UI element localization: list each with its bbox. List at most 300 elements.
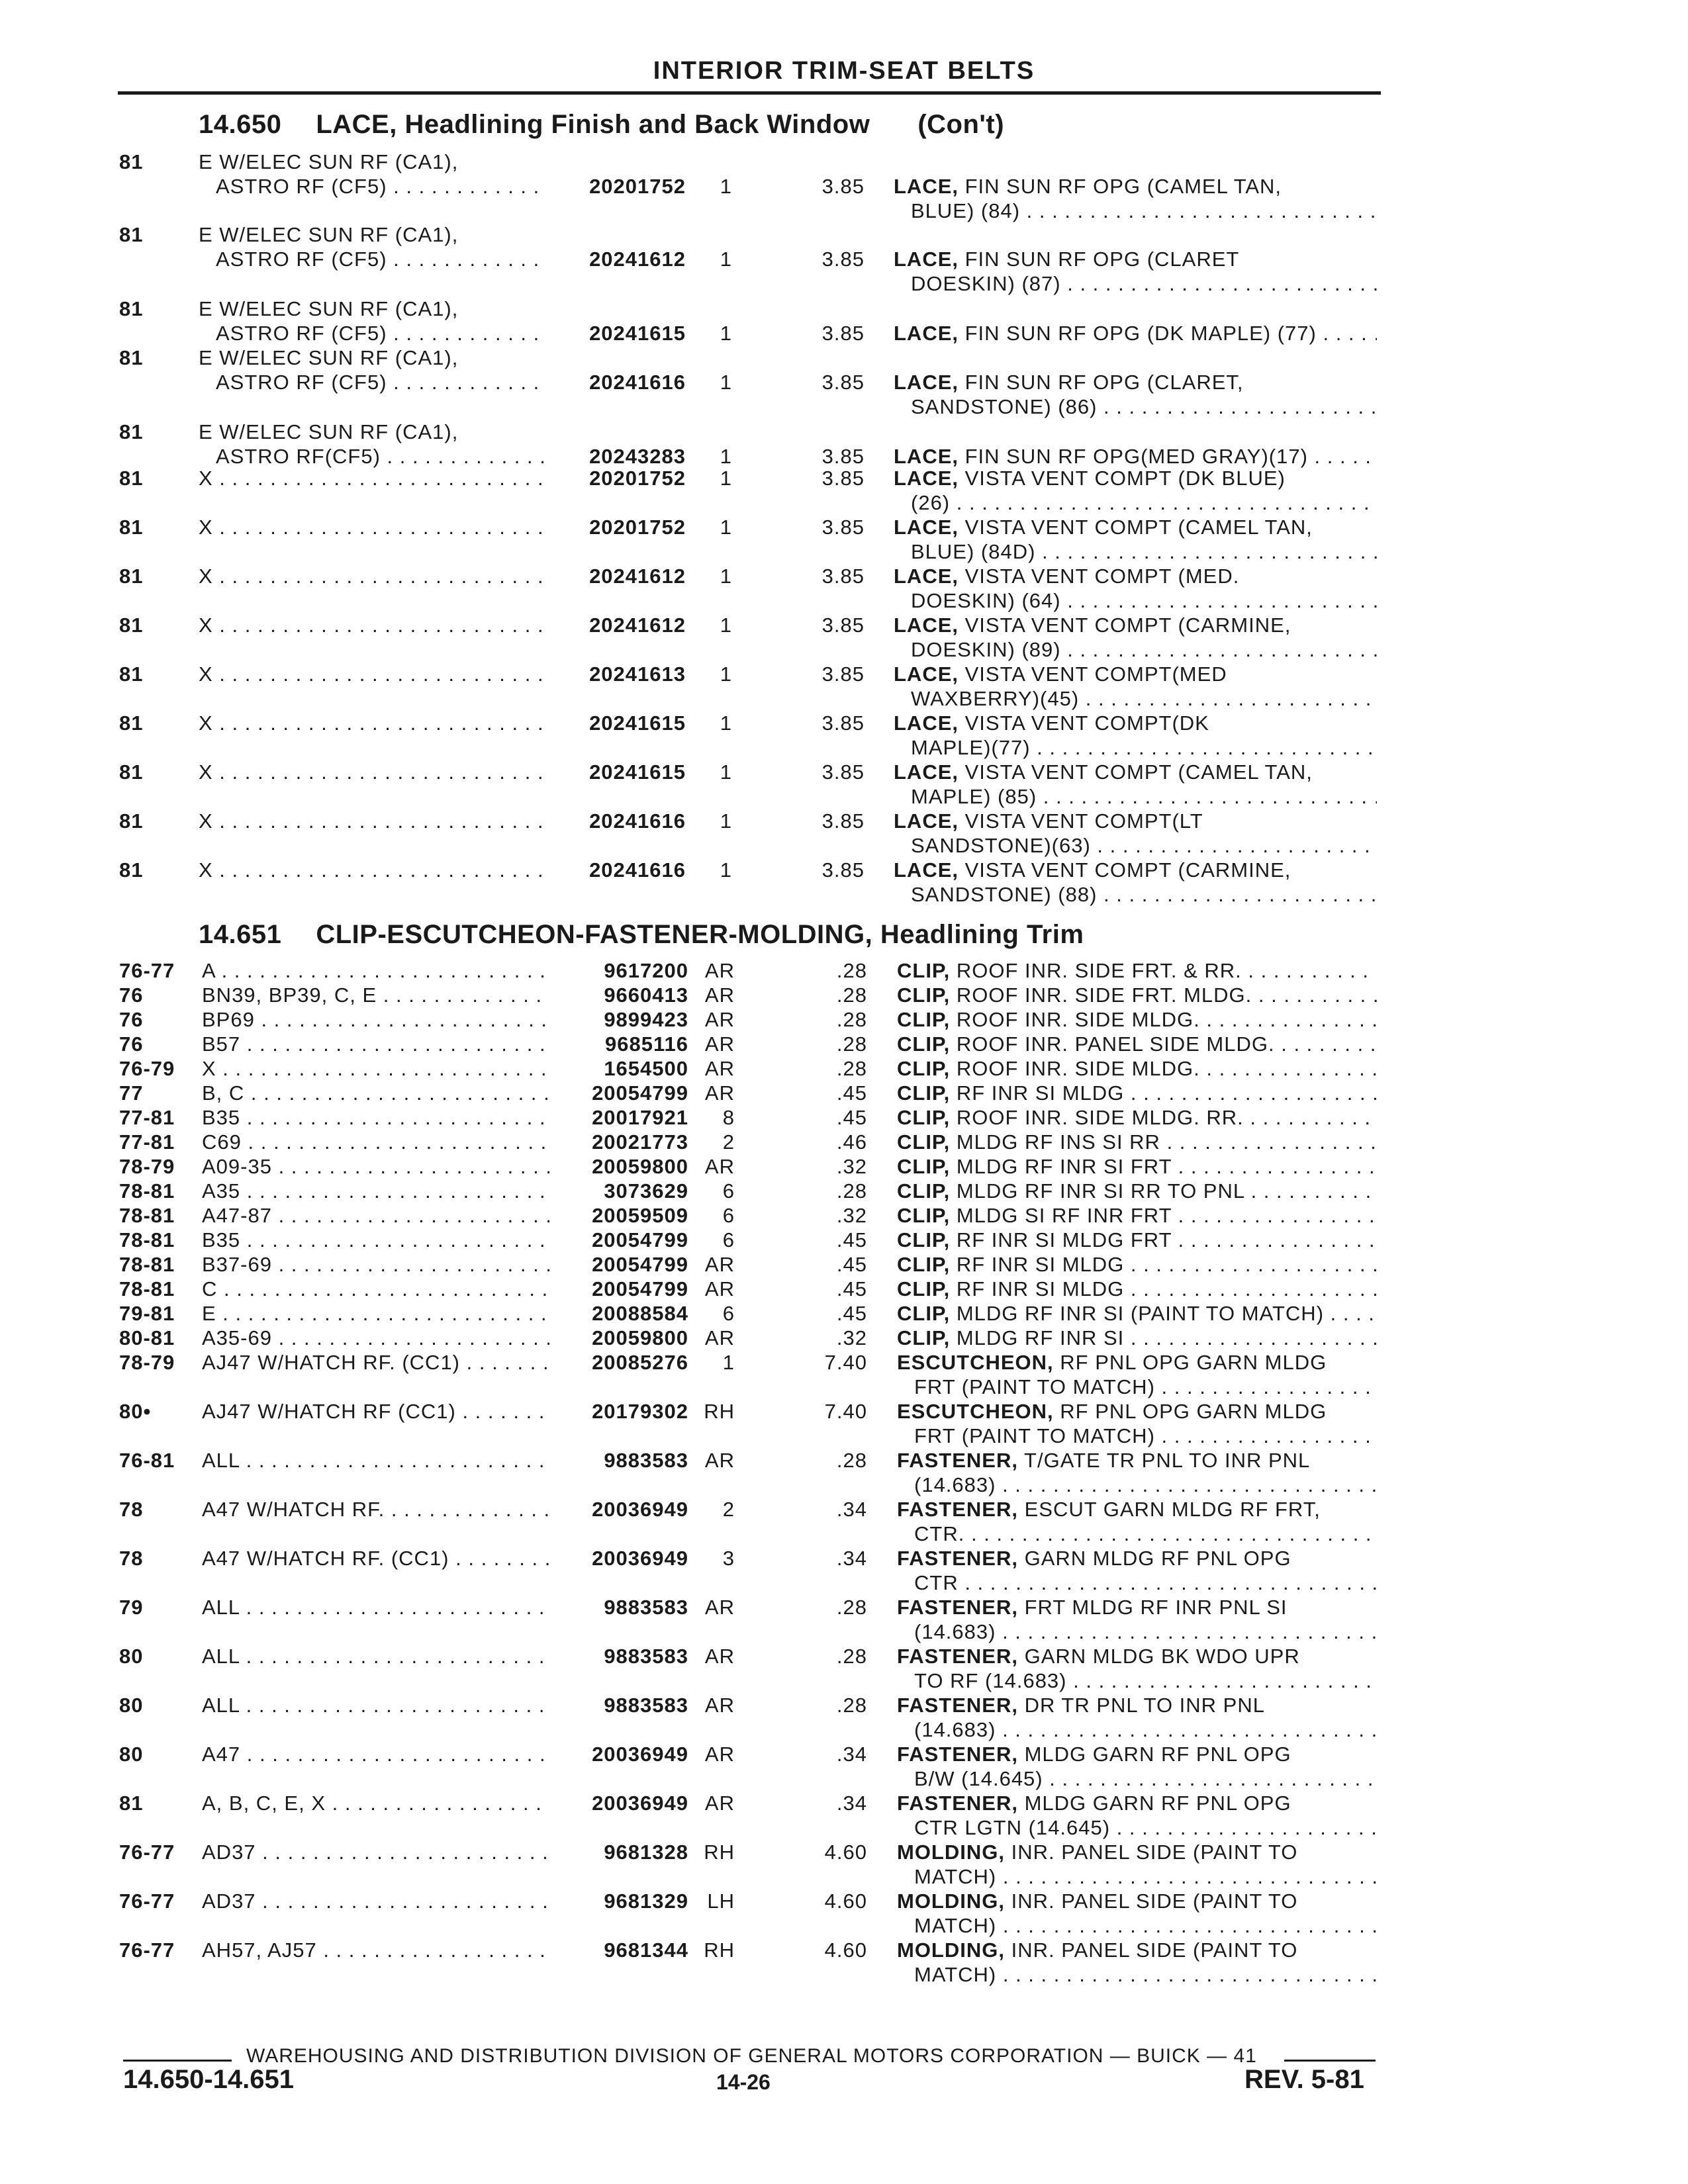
description-line1: RF PNL OPG GARN MLDG — [1060, 1400, 1327, 1423]
model-year: 81 — [119, 420, 144, 443]
table-row — [0, 222, 1688, 295]
model-year: 80• — [119, 1400, 152, 1423]
quantity: AR — [704, 1596, 735, 1619]
model-year: 81 — [119, 711, 144, 735]
part-number: 20241616 — [589, 809, 686, 833]
application: B37-69 . . . — [202, 1252, 549, 1277]
part-number: 20021773 — [592, 1130, 688, 1154]
description — [897, 1938, 1377, 1962]
item-name: LACE, — [894, 662, 959, 686]
description-line2: CTR. . . . — [914, 1522, 1377, 1546]
application: E . . . — [202, 1301, 549, 1326]
description-line2: MATCH) . . . — [914, 1913, 1377, 1938]
description — [894, 564, 1377, 588]
application: X . . . — [199, 564, 547, 588]
description — [894, 321, 1377, 345]
item-name: MOLDING, — [897, 1889, 1005, 1913]
table-row — [0, 1448, 1688, 1501]
description-line1: T/GATE TR PNL TO INR PNL — [1024, 1449, 1311, 1472]
application: X . . . — [199, 515, 547, 539]
part-number: 3073629 — [604, 1179, 688, 1203]
description — [897, 1130, 1377, 1154]
part-number: 9883583 — [604, 1645, 688, 1668]
application: AJ47 W/HATCH RF. (CC1) . . . — [202, 1350, 549, 1375]
price: 4.60 — [824, 1938, 867, 1962]
price: .45 — [836, 1106, 867, 1129]
description-line2: FRT (PAINT TO MATCH) . . . — [914, 1424, 1377, 1448]
part-number: 20241612 — [589, 248, 686, 271]
description-line1: VISTA VENT COMPT (CAMEL TAN, — [964, 516, 1313, 539]
quantity: 6 — [722, 1302, 735, 1325]
quantity: AR — [704, 1253, 735, 1276]
price: .28 — [836, 1596, 867, 1619]
table-row — [0, 760, 1688, 813]
item-name: CLIP, — [897, 1057, 951, 1080]
description — [897, 1007, 1377, 1032]
description-line2: (26) . . . — [911, 490, 1377, 515]
model-year: 78-81 — [119, 1204, 175, 1227]
quantity: RH — [704, 1841, 735, 1864]
price: .28 — [836, 959, 867, 982]
part-number: 20201752 — [589, 175, 686, 198]
application: A47-87 . . . — [202, 1203, 549, 1228]
description-line1: ROOF INR. PANEL SIDE MLDG. — [956, 1032, 1275, 1056]
item-name: LACE, — [894, 248, 959, 271]
application: X . . . — [199, 858, 547, 882]
part-number: 9617200 — [604, 959, 688, 982]
footer-rule-right — [1284, 2060, 1376, 2062]
description-line2: DOESKIN) (64) . . . — [911, 588, 1377, 613]
description-line1: GARN MLDG RF PNL OPG — [1024, 1547, 1291, 1570]
part-number: 20241615 — [589, 322, 686, 345]
description-line1: RF INR SI MLDG — [956, 1277, 1125, 1300]
part-number: 1654500 — [604, 1057, 688, 1080]
description-line2: SANDSTONE)(63) . . . — [911, 833, 1377, 858]
footer-page-number: 14-26 — [716, 2070, 771, 2094]
description — [897, 1105, 1377, 1130]
description-line2: BLUE) (84) . . . — [911, 199, 1377, 223]
part-number: 20241612 — [589, 614, 686, 637]
description — [894, 760, 1377, 784]
model-year: 76-77 — [119, 1938, 175, 1962]
table-row — [0, 662, 1688, 715]
model-year: 76-81 — [119, 1449, 175, 1472]
table-row — [0, 1938, 1688, 1991]
description-line1: FIN SUN RF OPG (CAMEL TAN, — [964, 175, 1282, 198]
quantity: RH — [704, 1938, 735, 1962]
item-name: FASTENER, — [897, 1498, 1018, 1521]
description — [897, 1791, 1377, 1815]
model-year: 77 — [119, 1081, 144, 1105]
application: X . . . — [202, 1056, 549, 1081]
description-line2: TO RF (14.683) . . . — [914, 1668, 1377, 1693]
table-row — [0, 420, 1688, 473]
description — [897, 1742, 1377, 1766]
item-name: LACE, — [894, 711, 959, 735]
part-number: 20179302 — [592, 1400, 688, 1423]
item-name: LACE, — [894, 565, 959, 588]
application-line2: ASTRO RF (CF5) . . . — [216, 247, 547, 271]
description-line1: MLDG RF INR SI RR TO PNL — [956, 1179, 1244, 1203]
part-number: 20059800 — [592, 1326, 688, 1349]
part-number: 20241615 — [589, 711, 686, 735]
item-name: CLIP, — [897, 1130, 951, 1154]
part-number: 20036949 — [592, 1498, 688, 1521]
description — [894, 515, 1377, 539]
application: A47 W/HATCH RF. . . . — [202, 1497, 549, 1522]
description — [894, 444, 1377, 469]
table-row — [0, 1742, 1688, 1795]
table-row — [0, 1546, 1688, 1599]
quantity: AR — [704, 1326, 735, 1349]
description-line1: RF INR SI MLDG — [956, 1253, 1125, 1276]
description-line1: VISTA VENT COMPT (CARMINE, — [964, 614, 1291, 637]
footer-group-range: 14.650-14.651 — [123, 2065, 295, 2094]
model-year: 78-81 — [119, 1277, 175, 1300]
application: E W/ELEC SUN RF (CA1), — [199, 297, 459, 320]
application: E W/ELEC SUN RF (CA1), — [199, 150, 459, 173]
model-year: 81 — [119, 858, 144, 882]
application: B35 . . . — [202, 1228, 549, 1252]
description-line2: CTR LGTN (14.645) . . . — [914, 1815, 1377, 1840]
description-line1: RF PNL OPG GARN MLDG — [1060, 1351, 1327, 1374]
item-name: FASTENER, — [897, 1645, 1018, 1668]
description-line1: VISTA VENT COMPT(DK — [964, 711, 1209, 735]
model-year: 81 — [119, 662, 144, 686]
price: .32 — [836, 1204, 867, 1227]
item-name: LACE, — [894, 322, 959, 345]
quantity: 1 — [720, 445, 732, 468]
quantity: 1 — [720, 322, 732, 345]
description — [897, 1081, 1377, 1105]
description — [897, 1154, 1377, 1179]
description — [897, 1056, 1377, 1081]
item-name: CLIP, — [897, 1302, 951, 1325]
description — [897, 1595, 1377, 1619]
price: 3.85 — [821, 467, 865, 490]
price: 3.85 — [821, 445, 865, 468]
price: .45 — [836, 1081, 867, 1105]
description — [897, 1203, 1377, 1228]
footer-revision: REV. 5-81 — [1244, 2065, 1364, 2094]
quantity: 1 — [720, 175, 732, 198]
description-line2: SANDSTONE) (86) . . . — [911, 394, 1377, 419]
quantity: AR — [704, 1449, 735, 1472]
item-name: CLIP, — [897, 1106, 951, 1129]
quantity: 8 — [722, 1106, 735, 1129]
price: 3.85 — [821, 565, 865, 588]
description — [897, 1228, 1377, 1252]
description-line2: FRT (PAINT TO MATCH) . . . — [914, 1375, 1377, 1399]
table-row — [0, 345, 1688, 418]
description-line1: INR. PANEL SIDE (PAINT TO — [1011, 1938, 1298, 1962]
model-year: 76-77 — [119, 1889, 175, 1913]
price: .28 — [836, 1008, 867, 1031]
price: .34 — [836, 1547, 867, 1570]
table-row — [0, 515, 1688, 568]
description — [897, 1497, 1377, 1522]
quantity: AR — [704, 1057, 735, 1080]
application: E W/ELEC SUN RF (CA1), — [199, 223, 459, 246]
application: A47 . . . — [202, 1742, 549, 1766]
description-line1: FIN SUN RF OPG (CLARET, — [964, 371, 1244, 394]
item-name: CLIP, — [897, 1008, 951, 1031]
application-line2: ASTRO RF (CF5) . . . — [216, 321, 547, 345]
description-line1: INR. PANEL SIDE (PAINT TO — [1011, 1889, 1298, 1913]
quantity: 1 — [720, 565, 732, 588]
model-year: 78-79 — [119, 1155, 175, 1178]
price: .28 — [836, 983, 867, 1007]
application: A, B, C, E, X . . . — [202, 1791, 549, 1815]
description-line1: FIN SUN RF OPG(MED GRAY)(17) . . — [964, 445, 1334, 468]
price: .45 — [836, 1253, 867, 1276]
model-year: 80 — [119, 1743, 144, 1766]
application: ALL . . . — [202, 1595, 549, 1619]
price: .32 — [836, 1326, 867, 1349]
model-year: 78-81 — [119, 1179, 175, 1203]
application: AD37 . . . — [202, 1840, 549, 1864]
description-line2: (14.683) . . . — [914, 1619, 1377, 1644]
description-line2: (14.683) . . . — [914, 1473, 1377, 1497]
application: BP69 . . . — [202, 1007, 549, 1032]
description-line1: FIN SUN RF OPG (DK MAPLE) (77) . — [964, 322, 1330, 345]
item-name: MOLDING, — [897, 1841, 1005, 1864]
application: A09-35 . . . — [202, 1154, 549, 1179]
application: A35 . . . — [202, 1179, 549, 1203]
item-name: CLIP, — [897, 1081, 951, 1105]
table-row — [0, 809, 1688, 862]
description-line1: VISTA VENT COMPT(LT — [964, 809, 1203, 833]
application: E W/ELEC SUN RF (CA1), — [199, 420, 459, 443]
model-year: 79 — [119, 1596, 144, 1619]
application: ALL . . . — [202, 1693, 549, 1717]
description — [897, 1326, 1377, 1350]
application: B35 . . . — [202, 1105, 549, 1130]
application: ALL . . . — [202, 1644, 549, 1668]
description-line1: RF INR SI MLDG FRT — [956, 1228, 1172, 1251]
footer-division: WAREHOUSING AND DISTRIBUTION DIVISION OF GENERAL MOTORS CORPORATION — BUICK — 41 — [246, 2045, 1257, 2067]
quantity: AR — [704, 1792, 735, 1815]
model-year: 76 — [119, 1032, 144, 1056]
price: 4.60 — [824, 1889, 867, 1913]
quantity: 1 — [720, 809, 732, 833]
item-name: LACE, — [894, 614, 959, 637]
item-name: FASTENER, — [897, 1547, 1018, 1570]
description — [894, 466, 1377, 490]
part-number: 20243283 — [589, 445, 686, 468]
application: X . . . — [199, 662, 547, 686]
model-year: 78-79 — [119, 1351, 175, 1374]
price: 3.85 — [821, 516, 865, 539]
part-number: 9681329 — [604, 1889, 688, 1913]
part-number: 9681344 — [604, 1938, 688, 1962]
price: .28 — [836, 1179, 867, 1203]
application: C . . . — [202, 1277, 549, 1301]
price: 7.40 — [824, 1351, 867, 1374]
description-line1: MLDG SI RF INR FRT — [956, 1204, 1172, 1227]
page-title: INTERIOR TRIM-SEAT BELTS — [653, 57, 1035, 85]
model-year: 81 — [119, 223, 144, 246]
table-row — [0, 1840, 1688, 1893]
price: .28 — [836, 1449, 867, 1472]
description — [897, 1277, 1377, 1301]
item-name: CLIP, — [897, 1253, 951, 1276]
application: A . . . — [202, 958, 549, 983]
model-year: 76-77 — [119, 959, 175, 982]
description — [897, 983, 1377, 1007]
description-line2: B/W (14.645) . . . — [914, 1766, 1377, 1791]
model-year: 78 — [119, 1498, 144, 1521]
application: AJ47 W/HATCH RF (CC1) . . . — [202, 1399, 549, 1424]
price: .34 — [836, 1792, 867, 1815]
quantity: AR — [704, 1743, 735, 1766]
title-rule — [118, 91, 1381, 95]
part-number: 20054799 — [592, 1081, 688, 1105]
part-number: 20201752 — [589, 516, 686, 539]
quantity: AR — [704, 1645, 735, 1668]
item-name: FASTENER, — [897, 1449, 1018, 1472]
application: AD37 . . . — [202, 1889, 549, 1913]
model-year: 81 — [119, 516, 144, 539]
part-number: 20036949 — [592, 1792, 688, 1815]
description-line1: RF INR SI MLDG — [956, 1081, 1125, 1105]
description-line2: SANDSTONE) (88) . . . — [911, 882, 1377, 907]
model-year: 76 — [119, 1008, 144, 1031]
description-line1: VISTA VENT COMPT(MED — [964, 662, 1227, 686]
part-number: 9685116 — [605, 1032, 688, 1056]
item-name: FASTENER, — [897, 1596, 1018, 1619]
part-number: 9883583 — [604, 1449, 688, 1472]
table-row — [0, 1791, 1688, 1844]
price: 3.85 — [821, 614, 865, 637]
description-line2: BLUE) (84D) . . . — [911, 539, 1377, 564]
section-title: LACE, Headlining Finish and Back Window — [316, 110, 870, 139]
part-number: 20059509 — [592, 1204, 688, 1227]
description — [894, 858, 1377, 882]
price: 3.85 — [821, 858, 865, 882]
application: B, C . . . — [202, 1081, 549, 1105]
section-number: 14.651 — [199, 920, 282, 949]
quantity: 1 — [720, 516, 732, 539]
price: 4.60 — [824, 1841, 867, 1864]
part-number: 9660413 — [604, 983, 688, 1007]
model-year: 81 — [119, 150, 144, 173]
model-year: 81 — [119, 809, 144, 833]
model-year: 81 — [119, 346, 144, 369]
description-line1: ROOF INR. SIDE FRT. MLDG. — [956, 983, 1252, 1007]
part-number: 20241612 — [589, 565, 686, 588]
part-number: 20088584 — [592, 1302, 688, 1325]
model-year: 80 — [119, 1694, 144, 1717]
description-line1: ROOF INR. SIDE MLDG. — [956, 1057, 1200, 1080]
section-title: CLIP-ESCUTCHEON-FASTENER-MOLDING, Headlining Trim — [316, 920, 1084, 949]
price: 3.85 — [821, 371, 865, 394]
quantity: AR — [704, 1694, 735, 1717]
item-name: LACE, — [894, 175, 959, 198]
quantity: 3 — [722, 1547, 735, 1570]
model-year: 80 — [119, 1645, 144, 1668]
table-row — [0, 1693, 1688, 1746]
quantity: 6 — [722, 1228, 735, 1251]
quantity: AR — [704, 1008, 735, 1031]
table-row — [0, 613, 1688, 666]
item-name: LACE, — [894, 516, 959, 539]
model-year: 81 — [119, 614, 144, 637]
price: .45 — [836, 1228, 867, 1251]
quantity: AR — [704, 1032, 735, 1056]
description — [897, 1693, 1377, 1717]
price: .34 — [836, 1498, 867, 1521]
description-line1: VISTA VENT COMPT (CARMINE, — [964, 858, 1291, 882]
description — [897, 958, 1377, 983]
model-year: 77-81 — [119, 1106, 175, 1129]
quantity: 1 — [720, 248, 732, 271]
model-year: 81 — [119, 297, 144, 320]
application-line2: ASTRO RF(CF5) . . . — [216, 444, 547, 469]
description-line1: MLDG GARN RF PNL OPG — [1024, 1792, 1291, 1815]
price: 3.85 — [821, 711, 865, 735]
quantity: RH — [704, 1400, 735, 1423]
price: .28 — [836, 1057, 867, 1080]
quantity: 2 — [722, 1130, 735, 1154]
price: 7.40 — [824, 1400, 867, 1423]
quantity: AR — [704, 1155, 735, 1178]
item-name: CLIP, — [897, 959, 951, 982]
description — [894, 711, 1377, 735]
quantity: AR — [704, 959, 735, 982]
description — [897, 1350, 1377, 1375]
quantity: 1 — [722, 1351, 735, 1374]
item-name: MOLDING, — [897, 1938, 1005, 1962]
price: .45 — [836, 1302, 867, 1325]
description — [894, 247, 1377, 271]
table-row — [0, 564, 1688, 617]
application: C69 . . . — [202, 1130, 549, 1154]
item-name: FASTENER, — [897, 1743, 1018, 1766]
description-line1: FRT MLDG RF INR PNL SI — [1024, 1596, 1288, 1619]
model-year: 81 — [119, 760, 144, 784]
part-number: 20036949 — [592, 1547, 688, 1570]
description — [894, 809, 1377, 833]
part-number: 9899423 — [604, 1008, 688, 1031]
item-name: CLIP, — [897, 1032, 951, 1056]
part-number: 20054799 — [592, 1277, 688, 1300]
description-line1: ROOF INR. SIDE FRT. & RR. — [956, 959, 1242, 982]
table-row — [0, 1497, 1688, 1550]
description-line1: VISTA VENT COMPT (MED. — [964, 565, 1240, 588]
part-number: 20036949 — [592, 1743, 688, 1766]
description-line1: INR. PANEL SIDE (PAINT TO — [1011, 1841, 1298, 1864]
description — [897, 1889, 1377, 1913]
model-year: 81 — [119, 467, 144, 490]
model-year: 80-81 — [119, 1326, 175, 1349]
description-line2: MATCH) . . . — [914, 1962, 1377, 1987]
item-name: CLIP, — [897, 1179, 951, 1203]
part-number: 20017921 — [592, 1106, 688, 1129]
item-name: LACE, — [894, 445, 959, 468]
description-line1: GARN MLDG BK WDO UPR — [1024, 1645, 1300, 1668]
description — [894, 174, 1377, 199]
description — [897, 1179, 1377, 1203]
application: X . . . — [199, 711, 547, 735]
part-number: 20241613 — [589, 662, 686, 686]
application: B57 . . . — [202, 1032, 549, 1056]
description-line2: MAPLE)(77) . . . — [911, 735, 1377, 760]
table-row — [0, 1350, 1688, 1403]
description-line1: VISTA VENT COMPT (DK BLUE) — [964, 467, 1286, 490]
model-year: 81 — [119, 1792, 144, 1815]
part-number: 20085276 — [592, 1351, 688, 1374]
